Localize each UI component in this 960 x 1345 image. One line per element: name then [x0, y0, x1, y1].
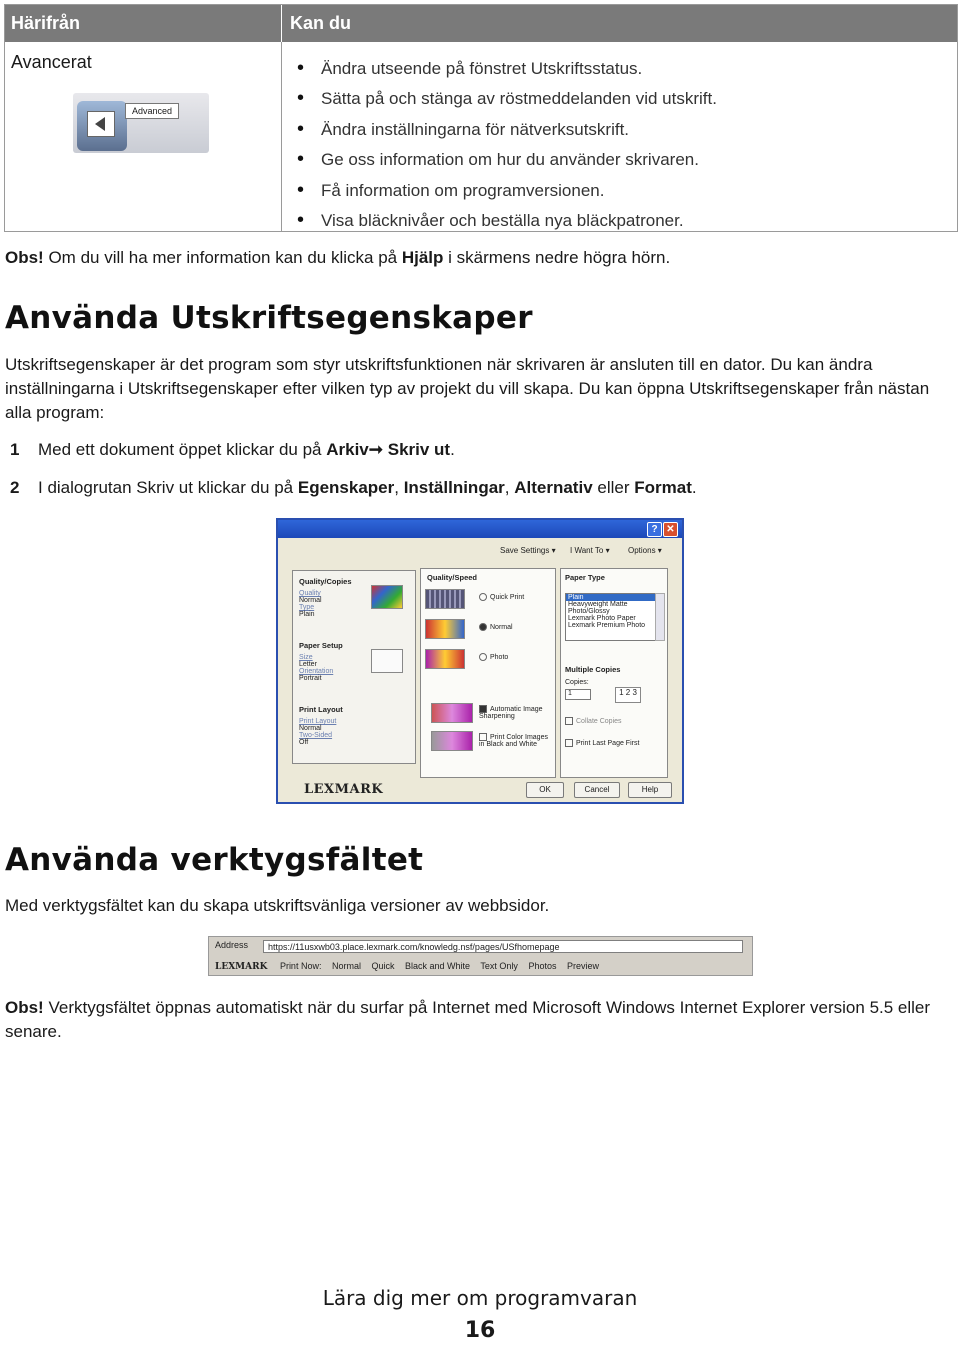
close-icon[interactable]: ✕	[663, 522, 678, 537]
radio-normal[interactable]	[479, 623, 513, 631]
list-item[interactable]: Lexmark Photo Paper	[568, 615, 636, 622]
nav-value: Plain	[299, 611, 315, 618]
help-button[interactable]: Help	[628, 782, 672, 798]
print-toolbar	[215, 961, 599, 972]
nav-value: Normal	[299, 725, 322, 732]
step-text: ,	[504, 478, 515, 497]
black-white-button[interactable]: Black and White	[405, 961, 471, 971]
list-item: • Få information om programversionen.	[297, 176, 717, 206]
nav-title-paper-setup[interactable]: Paper Setup	[299, 641, 343, 650]
table-row-label: Avancerat	[11, 52, 92, 72]
cancel-button[interactable]: Cancel	[574, 782, 620, 798]
print-properties-screenshot	[276, 518, 684, 804]
step-bold: Egenskaper	[297, 478, 395, 497]
check-last-page-first[interactable]	[565, 739, 639, 747]
check-black-white[interactable]	[479, 733, 553, 748]
nav-link-quality[interactable]: Quality	[299, 590, 321, 597]
list-item: • Ge oss information om hur du använder skrivaren.	[297, 145, 717, 175]
radio-label: Photo	[490, 653, 509, 661]
left-nav-panel	[292, 570, 416, 764]
paper-icon	[371, 649, 403, 673]
preview-button[interactable]: Preview	[566, 961, 599, 971]
nav-value: Normal	[299, 597, 322, 604]
step-text: I dialogrutan Skriv ut klickar du på	[38, 478, 298, 497]
black-white-icon	[431, 731, 473, 751]
step-1	[10, 440, 455, 460]
note-text: Om du vill ha mer information kan du klicka på	[43, 248, 402, 267]
radio-label: Normal	[490, 623, 513, 631]
paper-type-panel	[560, 568, 668, 778]
dialog-titlebar	[278, 520, 682, 538]
normal-quality-icon	[425, 619, 465, 639]
address-input[interactable]: https://11usxwb03.place.lexmark.com/knowledg.nsf/pages/USfhomepage	[263, 940, 743, 953]
photo-quality-icon	[425, 649, 465, 669]
radio-quick-print[interactable]	[479, 593, 524, 601]
ok-button[interactable]: OK	[526, 782, 564, 798]
scrollbar[interactable]	[655, 593, 665, 641]
normal-button[interactable]: Normal	[331, 961, 361, 971]
help-icon[interactable]: ?	[647, 522, 662, 537]
list-item: • Ändra inställningarna för nätverksutskrift.	[297, 115, 717, 145]
footer-title: Lära dig mer om programvaran	[322, 1286, 638, 1310]
photos-button[interactable]: Photos	[528, 961, 557, 971]
table-divider	[281, 42, 282, 231]
note-help	[5, 248, 670, 268]
collate-icon: 1 2 3	[615, 687, 641, 703]
nav-value: Letter	[299, 661, 317, 668]
page-number: 16	[464, 1318, 496, 1343]
step-bold: Format	[634, 478, 692, 497]
section-paragraph: Utskriftsegenskaper är det program som styr utskriftsfunktionen när skrivaren är ansluten till en dator. Du kan ändra inställningarna i Utskriftsegenskaper efter vilken typ av projekt du vill skapa. Du kan öppna Utskriftsegenskaper från nästan alla program:	[5, 355, 930, 422]
check-collate[interactable]	[565, 717, 622, 725]
step-number: 1	[10, 440, 20, 459]
copies-stepper[interactable]: 1	[565, 689, 591, 700]
nav-link-print-layout[interactable]: Print Layout	[299, 718, 337, 725]
note-text: Verktygsfältet öppnas automatiskt när du surfar på Internet med Microsoft Windows Internet Explorer version 5.5 eller senare.	[5, 998, 931, 1041]
quality-speed-panel	[420, 568, 556, 778]
check-label: Automatic Image Sharpening	[479, 705, 543, 720]
list-item[interactable]: Plain	[566, 594, 656, 601]
paper-type-list[interactable]	[565, 593, 657, 641]
menu-options[interactable]: Options ▾	[628, 546, 662, 555]
menu-i-want-to[interactable]: I Want To ▾	[570, 546, 610, 555]
note-label: Obs!	[5, 998, 44, 1017]
step-bold: Skriv ut	[383, 440, 451, 459]
section-paragraph: Med verktygsfältet kan du skapa utskriftsvänliga versioner av webbsidor.	[5, 896, 550, 915]
step-text: Med ett dokument öppet klickar du på	[38, 440, 327, 459]
list-item: • Visa bläcknivåer och beställa nya bläckpatroner.	[297, 206, 717, 236]
check-label: Print Last Page First	[576, 739, 640, 747]
nav-link-two-sided[interactable]: Two-Sided	[299, 732, 333, 739]
copies-label: Copies:	[565, 679, 589, 686]
list-item: • Ändra utseende på fönstret Utskriftsstatus.	[297, 54, 717, 84]
paper-type-title: Paper Type	[565, 573, 605, 582]
check-sharpening[interactable]	[479, 705, 553, 720]
advanced-icon	[73, 93, 211, 155]
feature-list	[297, 54, 717, 236]
step-2	[10, 478, 697, 498]
step-bold: Alternativ	[514, 478, 593, 497]
section-heading-properties: Använda Utskriftsegenskaper	[5, 300, 533, 336]
check-label: Collate Copies	[576, 717, 622, 725]
nav-value: Off	[299, 739, 309, 746]
step-text: .	[450, 440, 455, 459]
quick-button[interactable]: Quick	[371, 961, 395, 971]
address-label: Address	[215, 940, 249, 950]
list-item: • Sätta på och stänga av röstmeddelanden vid utskrift.	[297, 84, 717, 114]
list-item[interactable]: Photo/Glossy	[568, 608, 610, 615]
note-label: Obs!	[5, 248, 44, 267]
lexmark-logo: LEXMARK	[215, 962, 268, 972]
print-now-label: Print Now:	[279, 961, 322, 971]
step-text: .	[691, 478, 697, 497]
list-item[interactable]: Heavyweight Matte	[568, 601, 628, 608]
nav-link-orientation[interactable]: Orientation	[299, 668, 334, 675]
step-bold: Arkiv	[326, 440, 369, 459]
menu-save-settings[interactable]: Save Settings ▾	[500, 546, 556, 555]
quality-icon	[371, 585, 403, 609]
nav-title-print-layout[interactable]: Print Layout	[299, 705, 343, 714]
quick-print-icon	[425, 589, 465, 609]
step-number: 2	[10, 478, 20, 497]
advanced-tab-label: Advanced	[125, 103, 179, 119]
table-header-can: Kan du	[281, 5, 957, 42]
feature-table	[4, 4, 958, 232]
step-text: ,	[394, 478, 404, 497]
nav-title-quality-copies[interactable]: Quality/Copies	[299, 577, 352, 586]
list-item[interactable]: Lexmark Premium Photo	[568, 622, 646, 629]
arrow-icon: ➞	[368, 440, 384, 459]
section-heading-toolbar: Använda verktygsfältet	[5, 842, 424, 878]
toolbar-screenshot	[208, 936, 753, 976]
text-only-button[interactable]: Text Only	[480, 961, 518, 971]
radio-photo[interactable]	[479, 653, 508, 661]
check-label: Print Color Images in Black and White	[479, 733, 548, 748]
step-text: eller	[592, 478, 635, 497]
note-toolbar	[5, 996, 960, 1044]
note-bold: Hjälp	[401, 248, 444, 267]
multiple-copies-title: Multiple Copies	[565, 665, 621, 674]
nav-value: Portrait	[299, 675, 322, 682]
sharpening-icon	[431, 703, 473, 723]
radio-label: Quick Print	[490, 593, 525, 601]
quality-speed-title: Quality/Speed	[427, 573, 478, 582]
note-text-end: i skärmens nedre högra hörn.	[443, 248, 671, 267]
lexmark-logo: LEXMARK	[304, 782, 384, 797]
nav-link-size[interactable]: Size	[299, 654, 313, 661]
step-bold: Inställningar	[403, 478, 505, 497]
table-header-from: Härifrån	[5, 5, 281, 42]
nav-link-type[interactable]: Type	[299, 604, 315, 611]
